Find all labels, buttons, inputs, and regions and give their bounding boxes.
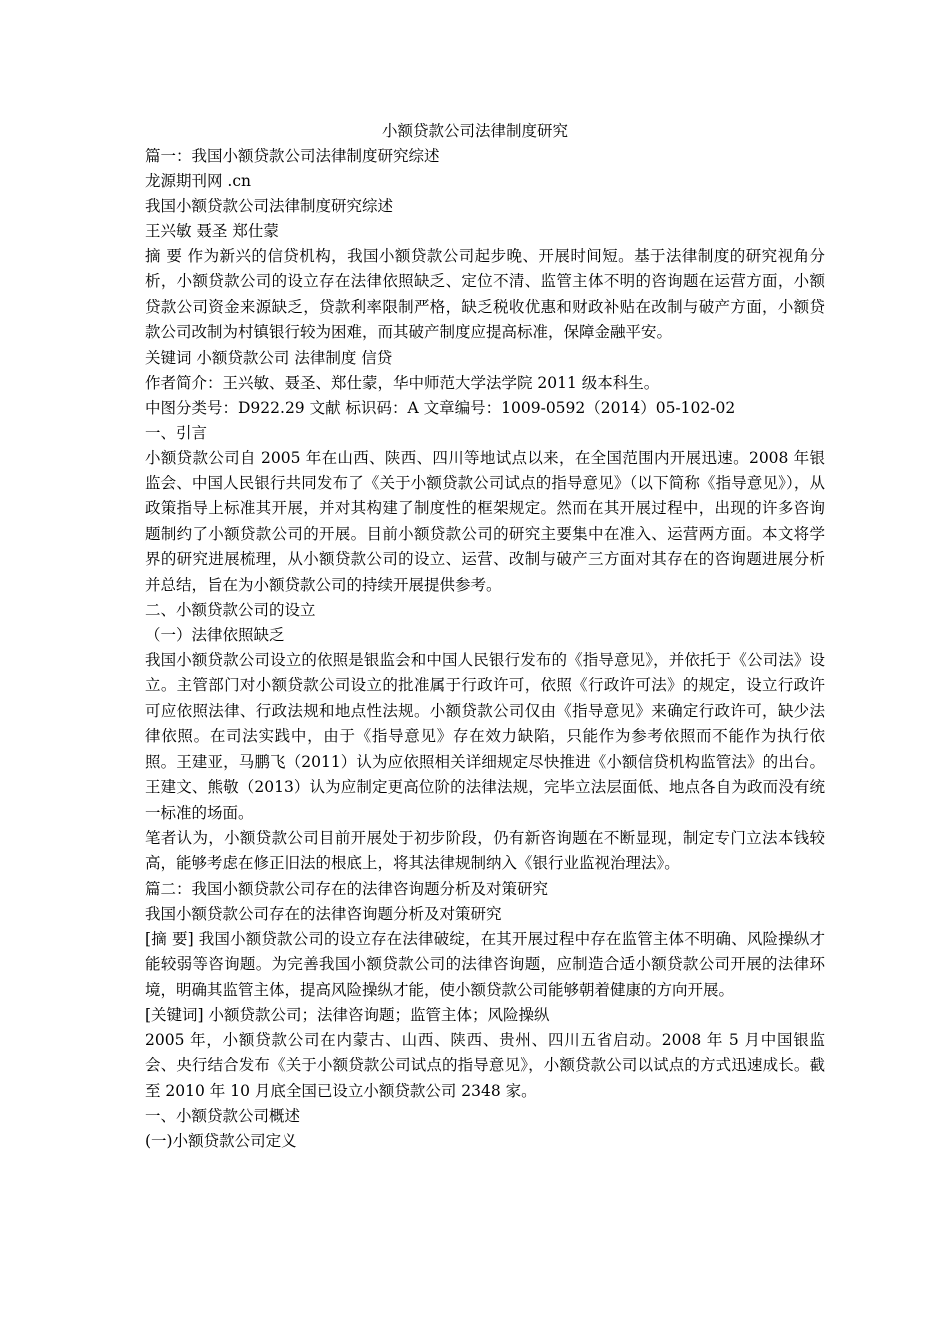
author-info-line: 作者简介：王兴敏、聂圣、郑仕蒙，华中师范大学法学院 2011 级本科生。 bbox=[145, 373, 660, 392]
intro-paragraph: 小额贷款公司自 2005 年在山西、陕西、四川等地试点以来，在全国范围内开展迅速。2008 年银监会、中国人民银行共同发布了《关于小额贷款公司试点的指导意见》（以下简称《指导意见》），从政策指导上标准其开展，并对其构建了制度性的框架规定。然而在其开展过程中，出现的许多咨询题制约了小额贷款公司的开展。目前小额贷款公司的研究主要集中在准入、运营两方面。本文将学界的研究进展梳理，从小额贷款公司的设立、运营、改制与破产三方面对其存在的咨询题进展分析并总结，旨在为小额贷款公司的持续开展提供参考。 bbox=[145, 448, 825, 594]
keywords-line: 关键词 小额贷款公司 法律制度 信贷 bbox=[145, 348, 393, 367]
article-title: 我国小额贷款公司法律制度研究综述 bbox=[145, 197, 394, 215]
authors-line: 王兴敏 聂圣 郑仕蒙 bbox=[145, 222, 279, 240]
document-title: 小额贷款公司法律制度研究 bbox=[381, 122, 568, 140]
history-paragraph: 2005 年，小额贷款公司在内蒙古、山西、陕西、贵州、四川五省启动。2008 年 5 月中国银监会、央行结合发布《关于小额贷款公司试点的指导意见》，小额贷款公司以试点的方式迅速成长。截至 2010 年 10 月底全国已设立小额贷款公司 2348 家。 bbox=[145, 1030, 825, 1100]
part1-heading: 篇一：我国小额贷款公司法律制度研究综述 bbox=[145, 147, 440, 165]
overview-heading: 一、小额贷款公司概述 bbox=[145, 1107, 301, 1126]
author-view-paragraph: 笔者认为，小额贷款公司目前开展处于初步阶段，仍有新咨询题在不断显现，制定专门立法本钱较高，能够考虑在修正旧法的根底上，将其法律规制纳入《银行业监视治理法》。 bbox=[145, 828, 825, 873]
source-line: 龙源期刊网 .cn bbox=[145, 172, 252, 190]
part2-heading: 篇二：我国小额贷款公司存在的法律咨询题分析及对策研究 bbox=[145, 879, 549, 898]
document-page bbox=[145, 119, 825, 1154]
definition-heading: (一)小额贷款公司定义 bbox=[145, 1132, 297, 1151]
section-heading-establishment: 二、小额贷款公司的设立 bbox=[145, 601, 316, 620]
subsection-heading-legal-basis: （一）法律依照缺乏 bbox=[145, 626, 285, 645]
abstract2-paragraph: [摘 要] 我国小额贷款公司的设立存在法律破绽，在其开展过程中存在监管主体不明确、风险操纵才能较弱等咨询题。为完善我国小额贷款公司的法律咨询题，应制造合适小额贷款公司开展的法律环境，明确其监管主体，提高风险操纵才能，使小额贷款公司能够朝着健康的方向开展。 bbox=[145, 929, 825, 999]
section-heading-intro: 一、引言 bbox=[145, 423, 208, 442]
part2-subtitle: 我国小额贷款公司存在的法律咨询题分析及对策研究 bbox=[145, 904, 502, 923]
classification-line: 中图分类号：D922.29 文献 标识码：A 文章编号：1009-0592（2014）05-102-02 bbox=[145, 398, 736, 417]
legal-basis-paragraph: 我国小额贷款公司设立的依照是银监会和中国人民银行发布的《指导意见》，并依托于《公司法》设立。主管部门对小额贷款公司设立的批准属于行政许可，依照《行政许可法》的规定，设立行政许可应依照法律、行政法规和地点性法规。小额贷款公司仅由《指导意见》来确定行政许可，缺少法律依照。在司法实践中，由于《指导意见》存在效力缺陷，只能作为参考依照而不能作为执行依照。王建亚，马鹏飞（2011）认为应依照相关详细规定尽快推进《小额信贷机构监管法》的出台。王建文、熊敬（2013）认为应制定更高位阶的法律法规，完毕立法层面低、地点各自为政而没有统一标准的场面。 bbox=[145, 651, 825, 822]
keywords2-line: [关键词] 小额贷款公司；法律咨询题；监管主体；风险操纵 bbox=[145, 1005, 550, 1024]
abstract-paragraph: 摘 要 作为新兴的信贷机构，我国小额贷款公司起步晚、开展时间短。基于法律制度的研究视角分析，小额贷款公司的设立存在法律依照缺乏、定位不清、监管主体不明的咨询题在运营方面，小额贷款公司资金来源缺乏，贷款利率限制严格，缺乏税收优惠和财政补贴在改制与破产方面，小额贷款公司改制为村镇银行较为困难，而其破产制度应提高标准，保障金融平安。 bbox=[145, 247, 825, 342]
